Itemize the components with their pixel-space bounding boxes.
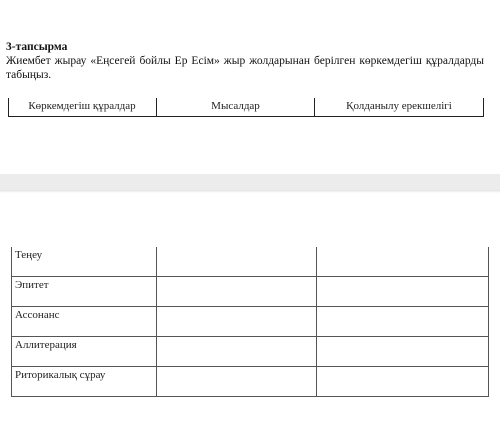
header-separator bbox=[483, 98, 484, 116]
example-cell[interactable] bbox=[157, 307, 317, 337]
device-cell: Риторикалық сұрау bbox=[12, 367, 157, 397]
example-cell[interactable] bbox=[157, 247, 317, 277]
device-cell: Ассонанс bbox=[12, 307, 157, 337]
devices-table bbox=[11, 247, 489, 397]
table-row bbox=[12, 367, 489, 397]
table-row bbox=[12, 247, 489, 277]
header-usage: Қолданылу ерекшелігі bbox=[346, 100, 452, 112]
usage-cell[interactable] bbox=[317, 277, 489, 307]
task-instruction: Жиембет жырау «Еңсегей бойлы Ер Есім» жыр жолдарынан берілген көркемдегіш құралдарды табыңыз. bbox=[6, 55, 484, 81]
header-examples: Мысалдар bbox=[211, 100, 260, 112]
header-devices: Көркемдегіш құралдар bbox=[28, 100, 136, 112]
example-cell[interactable] bbox=[157, 367, 317, 397]
usage-cell[interactable] bbox=[317, 307, 489, 337]
example-cell[interactable] bbox=[157, 277, 317, 307]
device-cell: Аллитерация bbox=[12, 337, 157, 367]
device-cell: Теңеу bbox=[12, 247, 157, 277]
page-gap-shadow bbox=[0, 190, 500, 193]
usage-cell[interactable] bbox=[317, 367, 489, 397]
table-row bbox=[12, 307, 489, 337]
usage-cell[interactable] bbox=[317, 337, 489, 367]
example-cell[interactable] bbox=[157, 337, 317, 367]
page-gap bbox=[0, 174, 500, 190]
usage-cell[interactable] bbox=[317, 247, 489, 277]
table-row bbox=[12, 277, 489, 307]
device-cell: Эпитет bbox=[12, 277, 157, 307]
table-row bbox=[12, 337, 489, 367]
task-heading: 3-тапсырма bbox=[6, 41, 68, 53]
table-header-row bbox=[8, 98, 484, 117]
